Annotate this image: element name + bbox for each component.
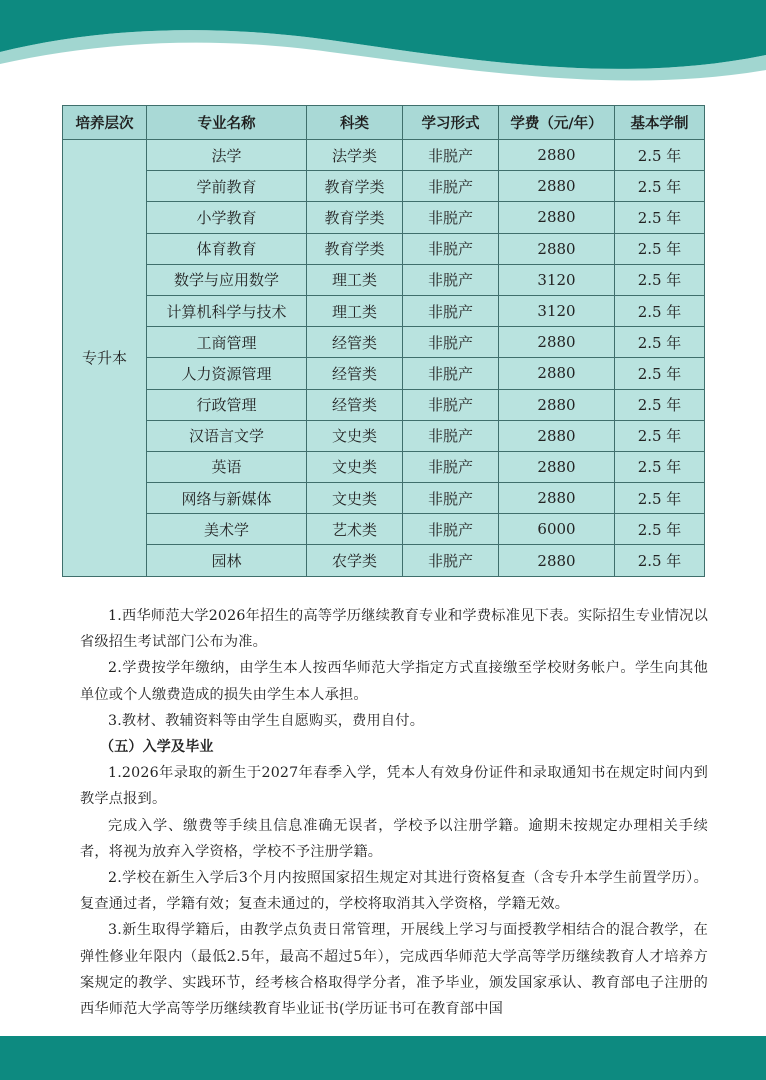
category-cell: 教育学类 (307, 171, 403, 202)
category-cell: 农学类 (307, 545, 403, 576)
duration-cell: 2.5 年 (615, 420, 705, 451)
form-cell: 非脱产 (403, 389, 499, 420)
table-row (63, 483, 705, 514)
table-row (63, 451, 705, 482)
major-cell: 汉语言文学 (147, 420, 307, 451)
table-row (63, 327, 705, 358)
category-cell: 经管类 (307, 389, 403, 420)
form-cell: 非脱产 (403, 451, 499, 482)
major-cell: 人力资源管理 (147, 358, 307, 389)
fee-cell: 3120 (499, 264, 615, 295)
form-cell: 非脱产 (403, 483, 499, 514)
header-level: 培养层次 (63, 106, 147, 140)
header-category: 科类 (307, 106, 403, 140)
duration-cell: 2.5 年 (615, 545, 705, 576)
duration-cell: 2.5 年 (615, 327, 705, 358)
form-cell: 非脱产 (403, 295, 499, 326)
bottom-decorative-band (0, 1036, 766, 1080)
major-cell: 行政管理 (147, 389, 307, 420)
fee-table-body (63, 140, 705, 577)
category-cell: 经管类 (307, 358, 403, 389)
duration-cell: 2.5 年 (615, 171, 705, 202)
table-row (63, 420, 705, 451)
major-cell: 学前教育 (147, 171, 307, 202)
fee-cell: 2880 (499, 171, 615, 202)
duration-cell: 2.5 年 (615, 233, 705, 264)
table-row (63, 264, 705, 295)
table-header-row (63, 106, 705, 140)
major-cell: 小学教育 (147, 202, 307, 233)
category-cell: 文史类 (307, 451, 403, 482)
table-row (63, 233, 705, 264)
duration-cell: 2.5 年 (615, 389, 705, 420)
major-cell: 体育教育 (147, 233, 307, 264)
fee-cell: 2880 (499, 420, 615, 451)
header-fee: 学费（元/年） (499, 106, 615, 140)
fee-cell: 2880 (499, 389, 615, 420)
form-cell: 非脱产 (403, 545, 499, 576)
major-cell: 园林 (147, 545, 307, 576)
fee-cell: 6000 (499, 514, 615, 545)
major-cell: 英语 (147, 451, 307, 482)
category-cell: 艺术类 (307, 514, 403, 545)
category-cell: 理工类 (307, 295, 403, 326)
top-decorative-band (0, 0, 766, 110)
form-cell: 非脱产 (403, 327, 499, 358)
fee-cell: 2880 (499, 140, 615, 171)
category-cell: 教育学类 (307, 233, 403, 264)
duration-cell: 2.5 年 (615, 140, 705, 171)
category-cell: 教育学类 (307, 202, 403, 233)
major-cell: 计算机科学与技术 (147, 295, 307, 326)
duration-cell: 2.5 年 (615, 483, 705, 514)
form-cell: 非脱产 (403, 233, 499, 264)
fee-cell: 3120 (499, 295, 615, 326)
major-cell: 数学与应用数学 (147, 264, 307, 295)
duration-cell: 2.5 年 (615, 514, 705, 545)
fee-cell: 2880 (499, 545, 615, 576)
duration-cell: 2.5 年 (615, 358, 705, 389)
table-row (63, 358, 705, 389)
table-row (63, 171, 705, 202)
form-cell: 非脱产 (403, 202, 499, 233)
section-heading: （五）入学及毕业 (100, 739, 214, 756)
paragraph: 3.新生取得学籍后，由教学点负责日常管理，开展线上学习与面授教学相结合的混合教学，在弹性修业年限内（最低2.5年，最高不超过5年），完成西华师范大学高等学历继续教育人才培养方案规定的教学、实践环节，经考核合格取得学分者，准予毕业，颁发国家承认、教育部电子注册的西华师范大学高等学历继续教育毕业证书(学历证书可在教育部中国 (80, 922, 708, 1018)
form-cell: 非脱产 (403, 358, 499, 389)
category-cell: 文史类 (307, 483, 403, 514)
category-cell: 经管类 (307, 327, 403, 358)
fee-cell: 2880 (499, 327, 615, 358)
fee-cell: 2880 (499, 358, 615, 389)
major-cell: 美术学 (147, 514, 307, 545)
paragraph: 2.学费按学年缴纳，由学生本人按西华师范大学指定方式直接缴至学校财务帐户。学生向其他单位或个人缴费造成的损失由学生本人承担。 (80, 660, 708, 703)
form-cell: 非脱产 (403, 171, 499, 202)
table-row (63, 202, 705, 233)
duration-cell: 2.5 年 (615, 264, 705, 295)
paragraph: 2.学校在新生入学后3个月内按照国家招生规定对其进行资格复查（含专升本学生前置学历）。复查通过者，学籍有效；复查未通过的，学校将取消其入学资格，学籍无效。 (80, 870, 708, 913)
duration-cell: 2.5 年 (615, 451, 705, 482)
table-row (63, 514, 705, 545)
major-cell: 工商管理 (147, 327, 307, 358)
table-row (63, 295, 705, 326)
form-cell: 非脱产 (403, 514, 499, 545)
level-cell: 专升本 (63, 140, 147, 577)
fee-cell: 2880 (499, 451, 615, 482)
fee-cell: 2880 (499, 233, 615, 264)
table-row (63, 545, 705, 576)
fee-cell: 2880 (499, 202, 615, 233)
header-duration: 基本学制 (615, 106, 705, 140)
duration-cell: 2.5 年 (615, 295, 705, 326)
form-cell: 非脱产 (403, 264, 499, 295)
category-cell: 文史类 (307, 420, 403, 451)
table-row (63, 140, 705, 171)
duration-cell: 2.5 年 (615, 202, 705, 233)
major-cell: 法学 (147, 140, 307, 171)
category-cell: 法学类 (307, 140, 403, 171)
form-cell: 非脱产 (403, 420, 499, 451)
table-row (63, 389, 705, 420)
fee-cell: 2880 (499, 483, 615, 514)
header-form: 学习形式 (403, 106, 499, 140)
paragraph: 3.教材、教辅资料等由学生自愿购买，费用自付。 (108, 712, 425, 729)
fee-table (62, 105, 705, 577)
paragraph: 1.西华师范大学2026年招生的高等学历继续教育专业和学费标准见下表。实际招生专业情况以省级招生考试部门公布为准。 (80, 608, 708, 651)
category-cell: 理工类 (307, 264, 403, 295)
paragraph: 1.2026年录取的新生于2027年春季入学，凭本人有效身份证件和录取通知书在规定时间内到教学点报到。 (80, 765, 708, 808)
header-major: 专业名称 (147, 106, 307, 140)
notes-text-block (80, 603, 708, 1022)
major-cell: 网络与新媒体 (147, 483, 307, 514)
form-cell: 非脱产 (403, 140, 499, 171)
paragraph: 完成入学、缴费等手续且信息准确无误者，学校予以注册学籍。逾期未按规定办理相关手续者，将视为放弃入学资格，学校不予注册学籍。 (80, 817, 708, 860)
